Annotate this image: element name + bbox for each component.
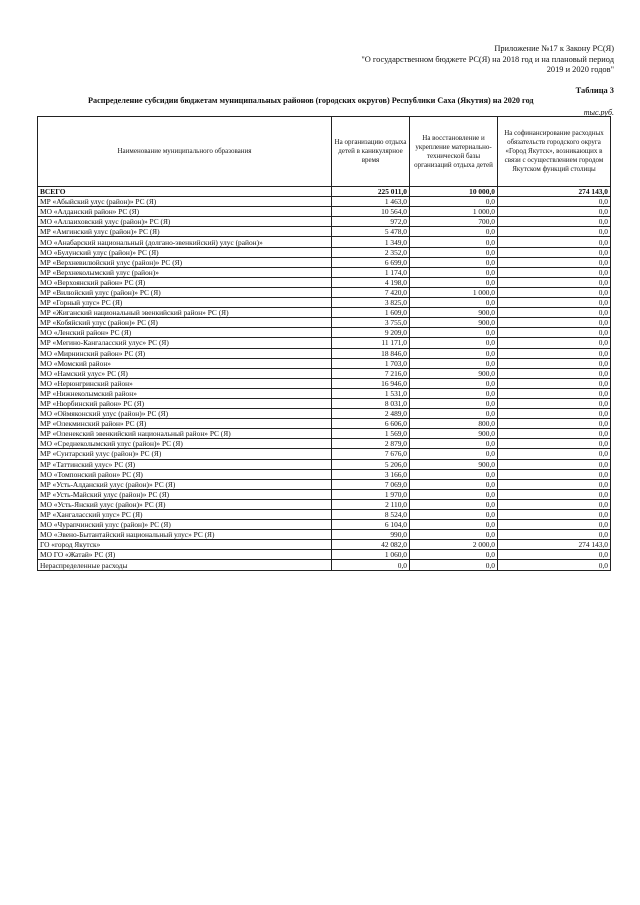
rest-value-cell: 7 216,0 [332,368,410,378]
capital-value-cell: 0,0 [498,348,611,358]
units-label: тыс.руб. [583,108,614,117]
equipment-value-cell: 0,0 [410,550,498,560]
header-line-3: 2019 и 2020 годов" [546,65,614,75]
capital-value-cell: 0,0 [498,459,611,469]
document-header [361,44,614,76]
table-row [38,520,611,530]
table-row [38,459,611,469]
rest-value-cell: 10 564,0 [332,207,410,217]
row-name-cell: МР «Верхнеколымский улус (район)» [38,267,332,277]
equipment-value-cell: 900,0 [410,368,498,378]
row-name-cell: МР «Усть-Майский улус (район)» РС (Я) [38,489,332,499]
row-name-cell: МО «Чурапчинский улус (район)» РС (Я) [38,520,332,530]
row-name-cell: МО «Среднеколымский улус (район)» РС (Я) [38,439,332,449]
capital-value-cell: 0,0 [498,530,611,540]
row-name-cell: МР «Жиганский национальный эвенкийский район» РС (Я) [38,308,332,318]
rest-value-cell: 7 069,0 [332,479,410,489]
rest-value-cell: 6 699,0 [332,257,410,267]
rest-value-cell: 18 846,0 [332,348,410,358]
row-name-cell: МР «Олекминский район» РС (Я) [38,419,332,429]
capital-value-cell: 0,0 [498,429,611,439]
table-row [38,318,611,328]
rest-value-cell: 6 606,0 [332,419,410,429]
rest-value-cell: 2 879,0 [332,439,410,449]
equipment-value-cell: 0,0 [410,277,498,287]
rest-value-cell: 1 463,0 [332,197,410,207]
row-name-cell: МО «Ленский район» РС (Я) [38,328,332,338]
rest-value-cell: 1 970,0 [332,489,410,499]
rest-value-cell: 1 174,0 [332,267,410,277]
table-row [38,247,611,257]
table-row [38,378,611,388]
row-name-cell: Нераспределенные расходы [38,560,332,570]
row-name-cell: ГО «город Якутск» [38,540,332,550]
subsidy-table [37,116,611,571]
table-row [38,287,611,297]
rest-value-cell: 7 420,0 [332,287,410,297]
capital-value-cell: 0,0 [498,550,611,560]
rest-value-cell: 2 110,0 [332,499,410,509]
rest-value-cell: 3 166,0 [332,469,410,479]
capital-value-cell: 0,0 [498,227,611,237]
row-name-cell: МО «Томпонский район» РС (Я) [38,469,332,479]
capital-value-cell: 0,0 [498,469,611,479]
capital-value-cell: 0,0 [498,479,611,489]
capital-value-cell: 0,0 [498,318,611,328]
rest-value-cell: 972,0 [332,217,410,227]
capital-value-cell: 0,0 [498,368,611,378]
capital-value-cell: 0,0 [498,257,611,267]
row-name-cell: МО ГО «Жатай» РС (Я) [38,550,332,560]
equipment-value-cell: 0,0 [410,247,498,257]
equipment-value-cell: 0,0 [410,328,498,338]
table-row [38,388,611,398]
table-row [38,499,611,509]
capital-value-cell: 0,0 [498,298,611,308]
row-name-cell: МО «Эвено-Бытантайский национальный улус» РС (Я) [38,530,332,540]
capital-value-cell: 0,0 [498,409,611,419]
rest-value-cell: 5 478,0 [332,227,410,237]
table-number: Таблица 3 [575,86,614,95]
row-name-cell: МР «Абыйский улус (район)» РС (Я) [38,197,332,207]
equipment-value-cell: 0,0 [410,267,498,277]
rest-value-cell: 2 352,0 [332,247,410,257]
table-row [38,550,611,560]
rest-value-cell: 0,0 [332,560,410,570]
table-row [38,237,611,247]
equipment-value-cell: 0,0 [410,489,498,499]
equipment-value-cell: 0,0 [410,197,498,207]
capital-value-cell: 0,0 [498,560,611,570]
equipment-value-cell: 900,0 [410,318,498,328]
table-row [38,560,611,570]
equipment-value-cell: 0,0 [410,257,498,267]
rest-value-cell: 4 198,0 [332,277,410,287]
row-name-cell: МО «Усть-Янский улус (район)» РС (Я) [38,499,332,509]
column-header-name: Наименование муниципального образования [38,117,332,187]
row-name-cell: МР «Кобяйский улус (район)» РС (Я) [38,318,332,328]
table-row [38,479,611,489]
equipment-value-cell: 0,0 [410,530,498,540]
equipment-value-cell: 0,0 [410,510,498,520]
table-row [38,328,611,338]
table-row [38,298,611,308]
capital-value-cell: 0,0 [498,267,611,277]
table-row [38,308,611,318]
row-name-cell: МО «Момский район» [38,358,332,368]
rest-value-cell: 990,0 [332,530,410,540]
capital-value-cell: 0,0 [498,277,611,287]
capital-value-cell: 0,0 [498,439,611,449]
rest-value-cell: 5 206,0 [332,459,410,469]
capital-value-cell: 274 143,0 [498,540,611,550]
rest-value-cell: 1 531,0 [332,388,410,398]
row-name-cell: МО «Намский улус» РС (Я) [38,368,332,378]
rest-value-cell: 1 703,0 [332,358,410,368]
row-name-cell: МР «Нижнеколымский район» [38,388,332,398]
row-name-cell: МР «Оленекский эвенкийский национальный район» РС (Я) [38,429,332,439]
capital-value-cell: 0,0 [498,217,611,227]
capital-value-cell: 0,0 [498,520,611,530]
equipment-value-cell: 10 000,0 [410,187,498,197]
rest-value-cell: 9 209,0 [332,328,410,338]
table-row [38,207,611,217]
equipment-value-cell: 0,0 [410,520,498,530]
table-row [38,267,611,277]
equipment-value-cell: 900,0 [410,459,498,469]
equipment-value-cell: 0,0 [410,348,498,358]
capital-value-cell: 0,0 [498,308,611,318]
table-row [38,368,611,378]
header-line-1: Приложение №17 к Закону РС(Я) [494,44,614,53]
equipment-value-cell: 0,0 [410,237,498,247]
row-name-cell: МО «Булунский улус (район)» РС (Я) [38,247,332,257]
equipment-value-cell: 1 000,0 [410,287,498,297]
row-name-cell: МО «Мирнинский район» РС (Я) [38,348,332,358]
rest-value-cell: 2 489,0 [332,409,410,419]
column-header-capital: На софинансирование расходных обязательств городского округа «Город Якутск», возникающих в связи с осуществлением городом Якутском функций столицы [498,117,611,187]
rest-value-cell: 8 524,0 [332,510,410,520]
equipment-value-cell: 0,0 [410,560,498,570]
table-row [38,398,611,408]
rest-value-cell: 1 349,0 [332,237,410,247]
rest-value-cell: 7 676,0 [332,449,410,459]
row-name-cell: МР «Мегино-Кангаласский улус» РС (Я) [38,338,332,348]
capital-value-cell: 0,0 [498,388,611,398]
capital-value-cell: 274 143,0 [498,187,611,197]
table-row [38,439,611,449]
capital-value-cell: 0,0 [498,237,611,247]
table-row [38,419,611,429]
row-name-cell: МР «Хангаласский улус» РС (Я) [38,510,332,520]
capital-value-cell: 0,0 [498,287,611,297]
capital-value-cell: 0,0 [498,449,611,459]
table-row [38,338,611,348]
capital-value-cell: 0,0 [498,398,611,408]
row-name-cell: МР «Амгинский улус (район)» РС (Я) [38,227,332,237]
row-name-cell: МР «Горный улус» РС (Я) [38,298,332,308]
table-header-row [38,117,611,187]
capital-value-cell: 0,0 [498,419,611,429]
rest-value-cell: 42 082,0 [332,540,410,550]
rest-value-cell: 1 609,0 [332,308,410,318]
equipment-value-cell: 800,0 [410,419,498,429]
row-name-cell: МО «Оймяконский улус (район)» РС (Я) [38,409,332,419]
capital-value-cell: 0,0 [498,338,611,348]
table-row [38,449,611,459]
equipment-value-cell: 0,0 [410,298,498,308]
row-name-cell: МР «Верхневилюйский улус (район)» РС (Я) [38,257,332,267]
capital-value-cell: 0,0 [498,378,611,388]
equipment-value-cell: 0,0 [410,409,498,419]
row-name-cell: МО «Аллаиховский улус (район)» РС (Я) [38,217,332,227]
row-name-cell: МР «Таттинский улус» РС (Я) [38,459,332,469]
row-name-cell: МО «Нерюнгринский район» [38,378,332,388]
equipment-value-cell: 0,0 [410,227,498,237]
equipment-value-cell: 0,0 [410,439,498,449]
table-row [38,429,611,439]
equipment-value-cell: 0,0 [410,388,498,398]
rest-value-cell: 16 946,0 [332,378,410,388]
equipment-value-cell: 0,0 [410,499,498,509]
equipment-value-cell: 0,0 [410,338,498,348]
table-row [38,489,611,499]
equipment-value-cell: 1 000,0 [410,207,498,217]
total-row [38,187,611,197]
table-row [38,469,611,479]
rest-value-cell: 6 104,0 [332,520,410,530]
table-row [38,227,611,237]
row-name-cell: МО «Алданский район» РС (Я) [38,207,332,217]
table-row [38,197,611,207]
table-row [38,217,611,227]
equipment-value-cell: 0,0 [410,358,498,368]
capital-value-cell: 0,0 [498,358,611,368]
equipment-value-cell: 900,0 [410,429,498,439]
table-row [38,409,611,419]
row-name-cell: ВСЕГО [38,187,332,197]
table-row [38,257,611,267]
row-name-cell: МР «Сунтарский улус (район)» РС (Я) [38,449,332,459]
table-row [38,540,611,550]
rest-value-cell: 3 825,0 [332,298,410,308]
rest-value-cell: 3 755,0 [332,318,410,328]
table-row [38,348,611,358]
rest-value-cell: 1 060,0 [332,550,410,560]
header-line-2: "О государственном бюджете РС(Я) на 2018 год и на плановый период [361,54,614,64]
table-row [38,510,611,520]
equipment-value-cell: 0,0 [410,449,498,459]
rest-value-cell: 225 011,0 [332,187,410,197]
table-row [38,530,611,540]
table-row [38,358,611,368]
table-row [38,277,611,287]
equipment-value-cell: 0,0 [410,469,498,479]
capital-value-cell: 0,0 [498,499,611,509]
capital-value-cell: 0,0 [498,247,611,257]
column-header-rest: На организацию отдыха детей в каникулярное время [332,117,410,187]
rest-value-cell: 8 031,0 [332,398,410,408]
equipment-value-cell: 0,0 [410,378,498,388]
equipment-value-cell: 900,0 [410,308,498,318]
capital-value-cell: 0,0 [498,328,611,338]
row-name-cell: МО «Анабарский национальный (долгано-эвенкийский) улус (район)» [38,237,332,247]
equipment-value-cell: 0,0 [410,398,498,408]
equipment-value-cell: 2 000,0 [410,540,498,550]
row-name-cell: МР «Вилюйский улус (район)» РС (Я) [38,287,332,297]
capital-value-cell: 0,0 [498,510,611,520]
table-title: Распределение субсидии бюджетам муниципальных районов (городских округов) Республики Саха (Якутия) на 2020 год [88,96,534,105]
rest-value-cell: 1 569,0 [332,429,410,439]
column-header-equipment: На восстановление и укрепление материально-технической базы организаций отдыха детей [410,117,498,187]
capital-value-cell: 0,0 [498,207,611,217]
equipment-value-cell: 700,0 [410,217,498,227]
row-name-cell: МР «Нюрбинский район» РС (Я) [38,398,332,408]
equipment-value-cell: 0,0 [410,479,498,489]
row-name-cell: МР «Усть-Алданский улус (район)» РС (Я) [38,479,332,489]
capital-value-cell: 0,0 [498,489,611,499]
rest-value-cell: 11 171,0 [332,338,410,348]
row-name-cell: МО «Верхоянский район» РС (Я) [38,277,332,287]
capital-value-cell: 0,0 [498,197,611,207]
